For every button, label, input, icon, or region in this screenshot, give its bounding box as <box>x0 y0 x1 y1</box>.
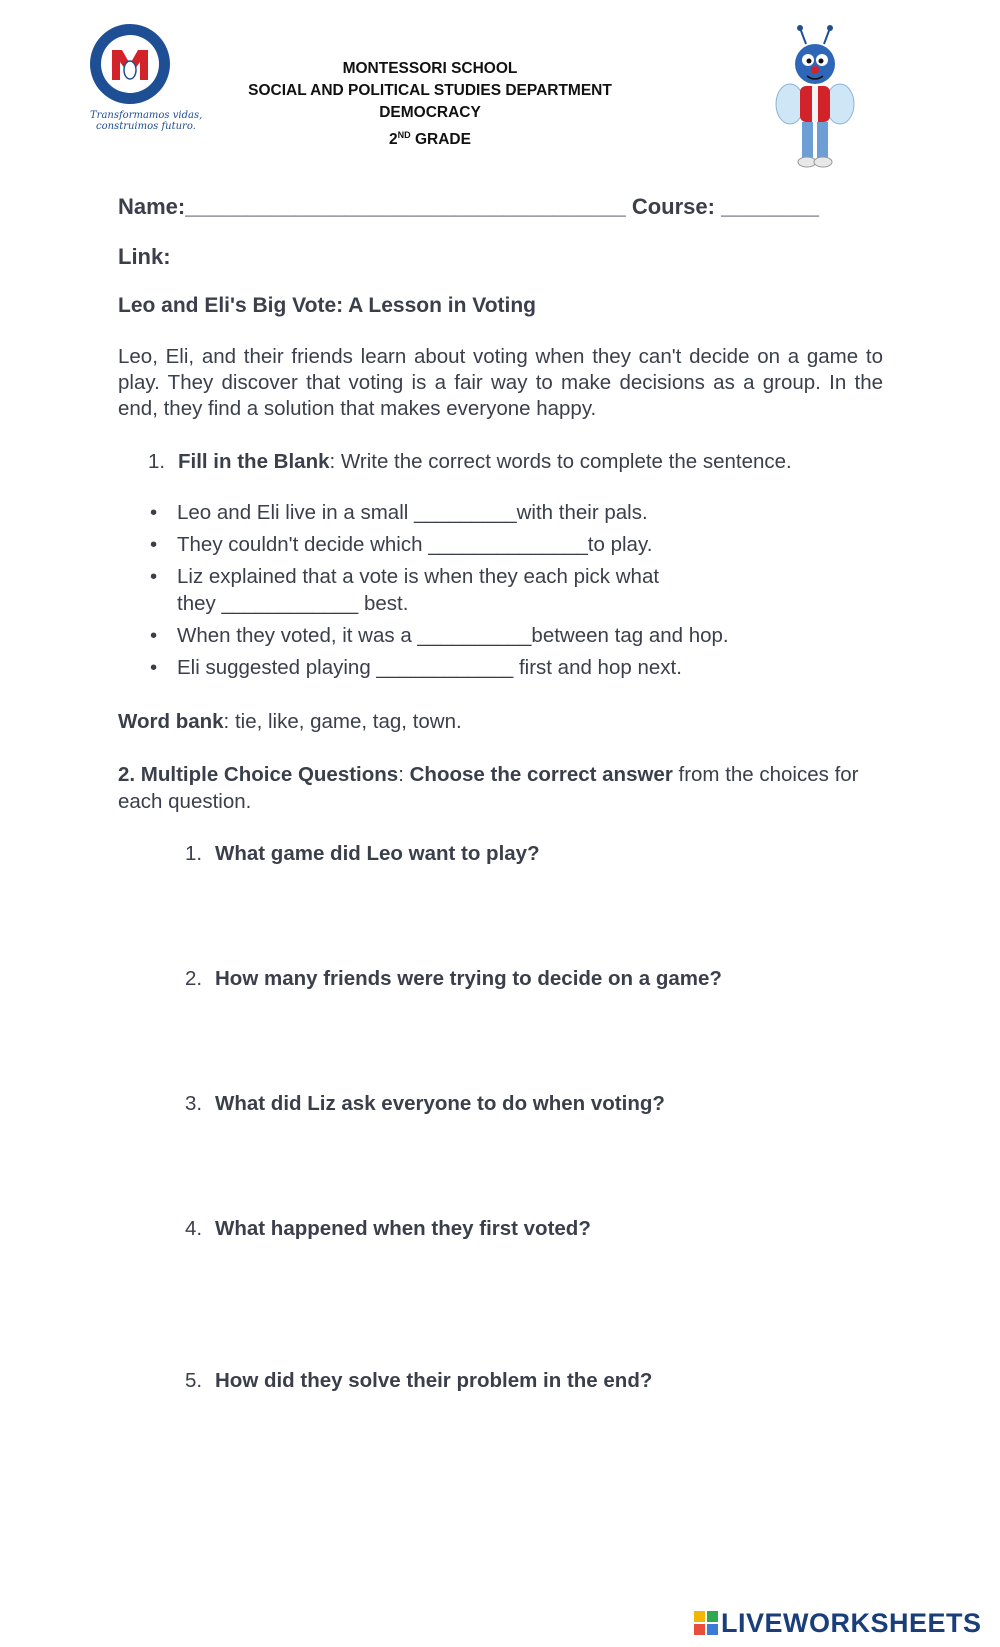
link-label: Link: <box>118 244 171 269</box>
grade-label: 2ND GRADE <box>389 130 471 149</box>
name-course-line: Name:____________________________________ Course: ________ <box>118 194 819 219</box>
list-item: • When they voted, it was a __________between tag and hop. <box>150 624 729 647</box>
liveworksheets-wordmark: LIVEWORKSHEETS <box>721 1607 982 1638</box>
story-summary: Leo, Eli, and their friends learn about voting when they can't decide on a game to play. They discover that voting is a fair way to make decisions as a group. In the end, they find a solution that makes everyone happy. <box>118 345 883 420</box>
logo-motto-line1: Transformamos vidas, <box>90 110 203 121</box>
list-item: • Liz explained that a vote is when they each pick what they ____________ best. <box>150 565 660 615</box>
list-item: • Leo and Eli live in a small _________with their pals. <box>150 501 648 524</box>
question-2: 2. How many friends were trying to decide on a game? <box>185 967 722 990</box>
story-title: Leo and Eli's Big Vote: A Lesson in Voting <box>118 294 537 317</box>
liveworksheets-blocks-icon <box>693 1610 719 1636</box>
department-name: SOCIAL AND POLITICAL STUDIES DEPARTMENT <box>248 82 612 99</box>
question-1: 1. What game did Leo want to play? <box>185 842 540 865</box>
bee-mascot-image <box>772 24 858 172</box>
logo-motto-line2: construimos futuro. <box>96 121 196 132</box>
document-header <box>200 58 660 151</box>
list-item: • They couldn't decide which ______________to play. <box>150 533 653 556</box>
question-5: 5. How did they solve their problem in the end? <box>185 1369 653 1392</box>
word-bank: Word bank: tie, like, game, tag, town. <box>118 710 462 733</box>
section2-heading: 2. Multiple Choice Questions: Choose the correct answer from the choices for each question. <box>118 763 859 813</box>
list-item: • Eli suggested playing ____________ first and hop next. <box>150 656 682 679</box>
school-name: MONTESSORI SCHOOL <box>342 60 518 77</box>
question-3: 3. What did Liz ask everyone to do when voting? <box>185 1092 665 1115</box>
school-logo <box>82 20 203 132</box>
section1-heading: 1. Fill in the Blank: Write the correct words to complete the sentence. <box>148 450 792 473</box>
liveworksheets-logo <box>693 1608 982 1638</box>
fill-blank-list <box>148 499 848 686</box>
subject-name: DEMOCRACY <box>379 104 481 121</box>
question-4: 4. What happened when they first voted? <box>185 1217 591 1240</box>
